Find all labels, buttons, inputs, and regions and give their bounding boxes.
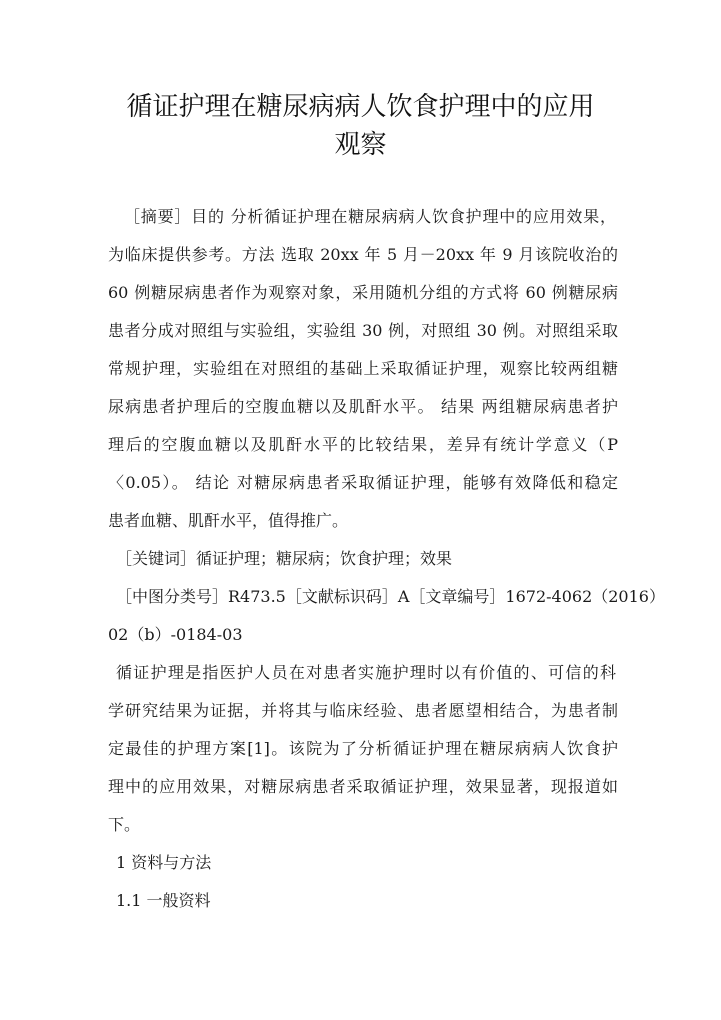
intro-line: 学研究结果为证据，并将其与临床经验、患者愿望相结合，为患者制	[108, 701, 618, 720]
classification-line: ［中图分类号］R473.5［文献标识码］A［文章编号］1672-4062（2016）	[116, 587, 665, 606]
abstract-line: ［摘要］目的 分析循证护理在糖尿病病人饮食护理中的应用效果，	[124, 207, 616, 226]
intro-line: 定最佳的护理方案[1]。该院为了分析循证护理在糖尿病病人饮食护	[108, 739, 618, 758]
title-line-1: 循证护理在糖尿病病人饮食护理中的应用	[126, 92, 595, 122]
abstract-line: 〈0.05）。 结论 对糖尿病患者采取循证护理，能够有效降低和稳定	[108, 473, 618, 492]
subsection-heading: 1.1 一般资料	[116, 891, 211, 910]
document-title	[0, 88, 721, 164]
section-heading: 1 资料与方法	[116, 853, 212, 872]
intro-line: 理中的应用效果，对糖尿病患者采取循证护理，效果显著，现报道如	[108, 777, 618, 796]
classification-line: 02（b）-0184-03	[108, 625, 243, 644]
abstract-line: 60 例糖尿病患者作为观察对象，采用随机分组的方式将 60 例糖尿病	[108, 283, 618, 302]
abstract-line: 常规护理，实验组在对照组的基础上采取循证护理，观察比较两组糖	[108, 359, 618, 378]
abstract-line: 为临床提供参考。方法 选取 20xx 年 5 月－20xx 年 9 月该院收治的	[108, 245, 618, 264]
intro-line: 下。	[108, 815, 141, 834]
keywords: ［关键词］循证护理；糖尿病；饮食护理；效果	[116, 549, 453, 568]
abstract-line: 理后的空腹血糖以及肌酐水平的比较结果，差异有统计学意义（P	[108, 435, 618, 454]
title-line-2: 观察	[334, 130, 387, 160]
abstract-line: 患者血糖、肌酐水平，值得推广。	[108, 511, 349, 530]
abstract-line: 患者分成对照组与实验组，实验组 30 例，对照组 30 例。对照组采取	[108, 321, 618, 340]
abstract-line: 尿病患者护理后的空腹血糖以及肌酐水平。 结果 两组糖尿病患者护	[108, 397, 618, 416]
intro-line: 循证护理是指医护人员在对患者实施护理时以有价值的、可信的科	[116, 663, 616, 682]
